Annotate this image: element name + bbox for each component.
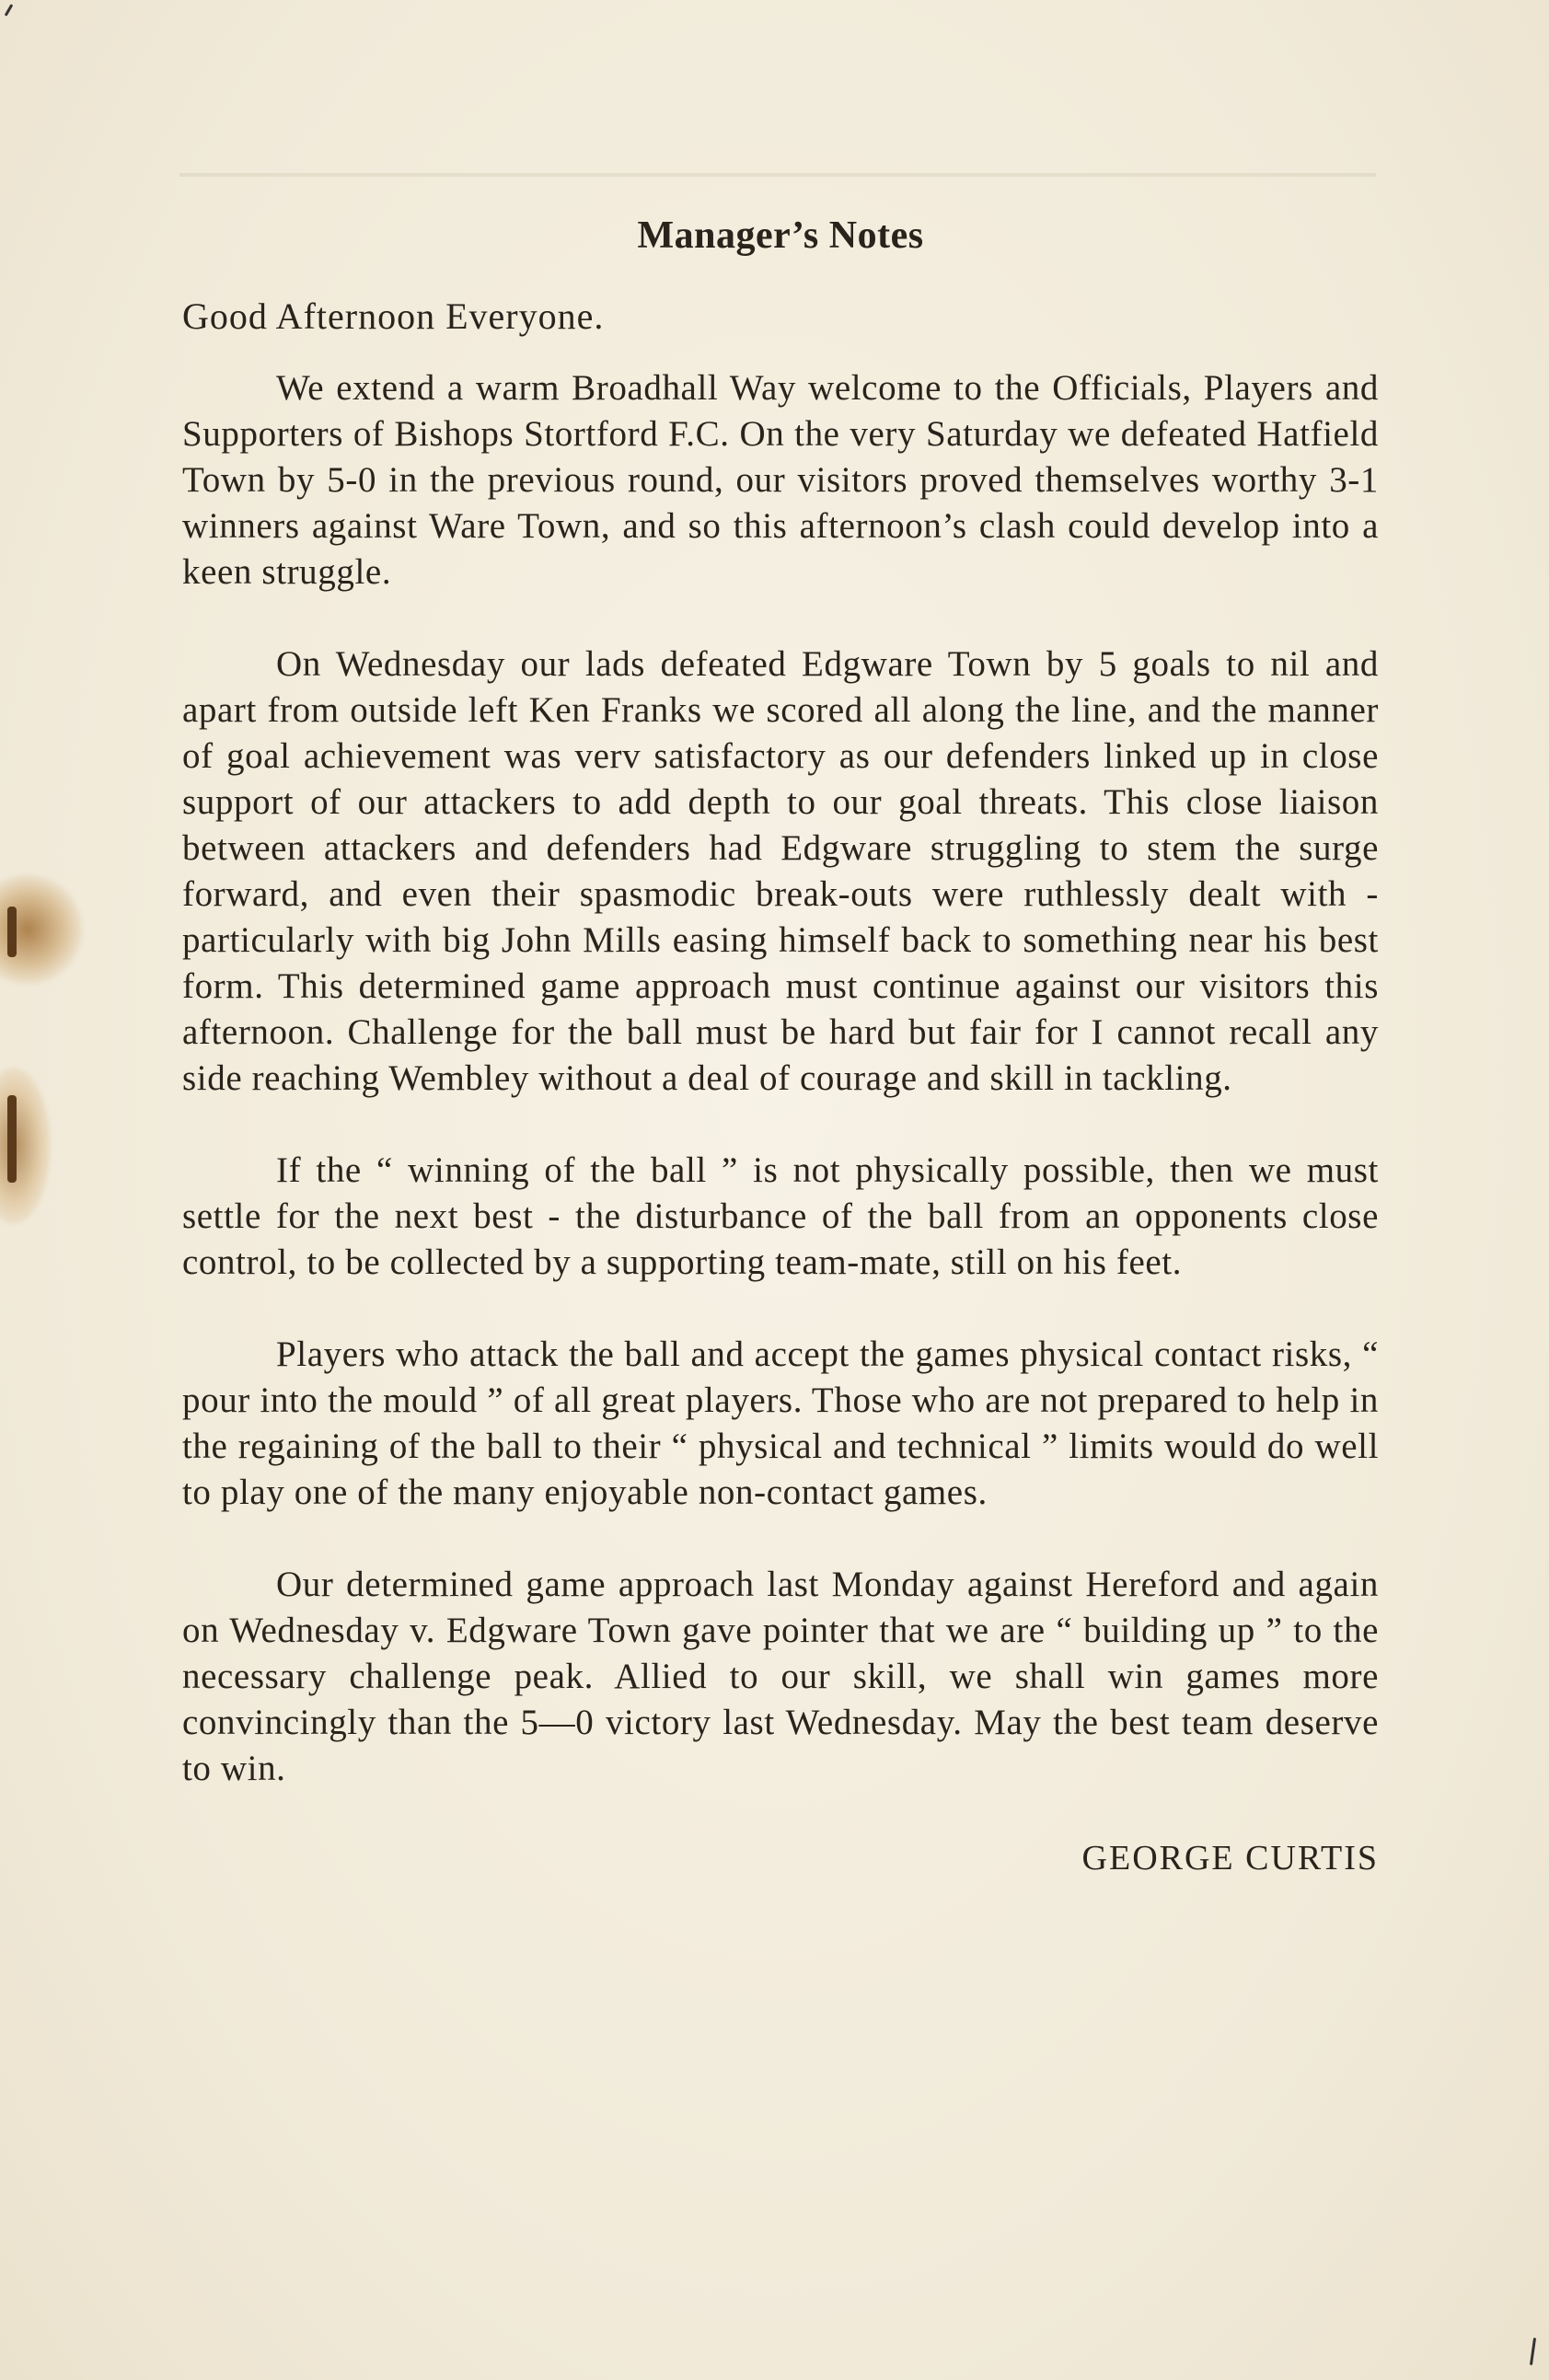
signature: GEORGE CURTIS [1081, 1839, 1379, 1877]
paragraph-welcome: We extend a warm Broadhall Way welcome to the Officials, Players and Supporters of Bishops Stortford F.C. On the very Saturday we defeated Hatfield Town by 5-0 in the previous round, our visitors proved themselves worthy 3-1 winners against Ware Town, and so this afternoon’s clash could develop into a keen struggle. [182, 368, 1379, 592]
manager-notes-page [182, 214, 1379, 1878]
paragraph-physical-contact: Players who attack the ball and accept the games physical contact risks, “ pour into the mould ” of all great players. Those who are not prepared to help in the regaining of the ball to their “ physical and technical ” limits would do well to play one of the many enjoyable non-contact games. [182, 1334, 1379, 1512]
staple-hole [7, 907, 17, 957]
paragraph-building-up: Our determined game approach last Monday against Hereford and again on Wednesday v. Edgware Town gave pointer that we are “ building up ” to the necessary challenge peak. Allied to our skill, we shall win games more convincingly than the 5—0 victory last Wednesday. May the best team deserve to win. [182, 1565, 1379, 1788]
show-through-rule [179, 173, 1376, 177]
paragraph-edgware-report: On Wednesday our lads defeated Edgware Town by 5 goals to nil and apart from outside left Ken Franks we scored all along the line, and the manner of goal achievement was verv satisfactory as our defenders linked up in close support of our attackers to add depth to our goal threats. This close liaison between attackers and defenders had Edgware struggling to stem the surge forward, and even their spasmodic break-outs were ruthlessly dealt with - particularly with big John Mills easing himself back to something near his best form. This determined game approach must continue against our visitors this afternoon. Challenge for the ball must be hard but fair for I cannot recall any side reaching Wembley without a deal of courage and skill in tackling. [182, 644, 1379, 1098]
paragraph-winning-the-ball: If the “ winning of the ball ” is not physically possible, then we must settle for the next best - the disturbance of the ball from an opponents close control, to be collected by a supporting team-mate, still on his feet. [182, 1150, 1379, 1282]
staple-hole [7, 1095, 17, 1183]
greeting: Good Afternoon Everyone. [182, 295, 605, 337]
page-title: Manager’s Notes [637, 214, 924, 257]
